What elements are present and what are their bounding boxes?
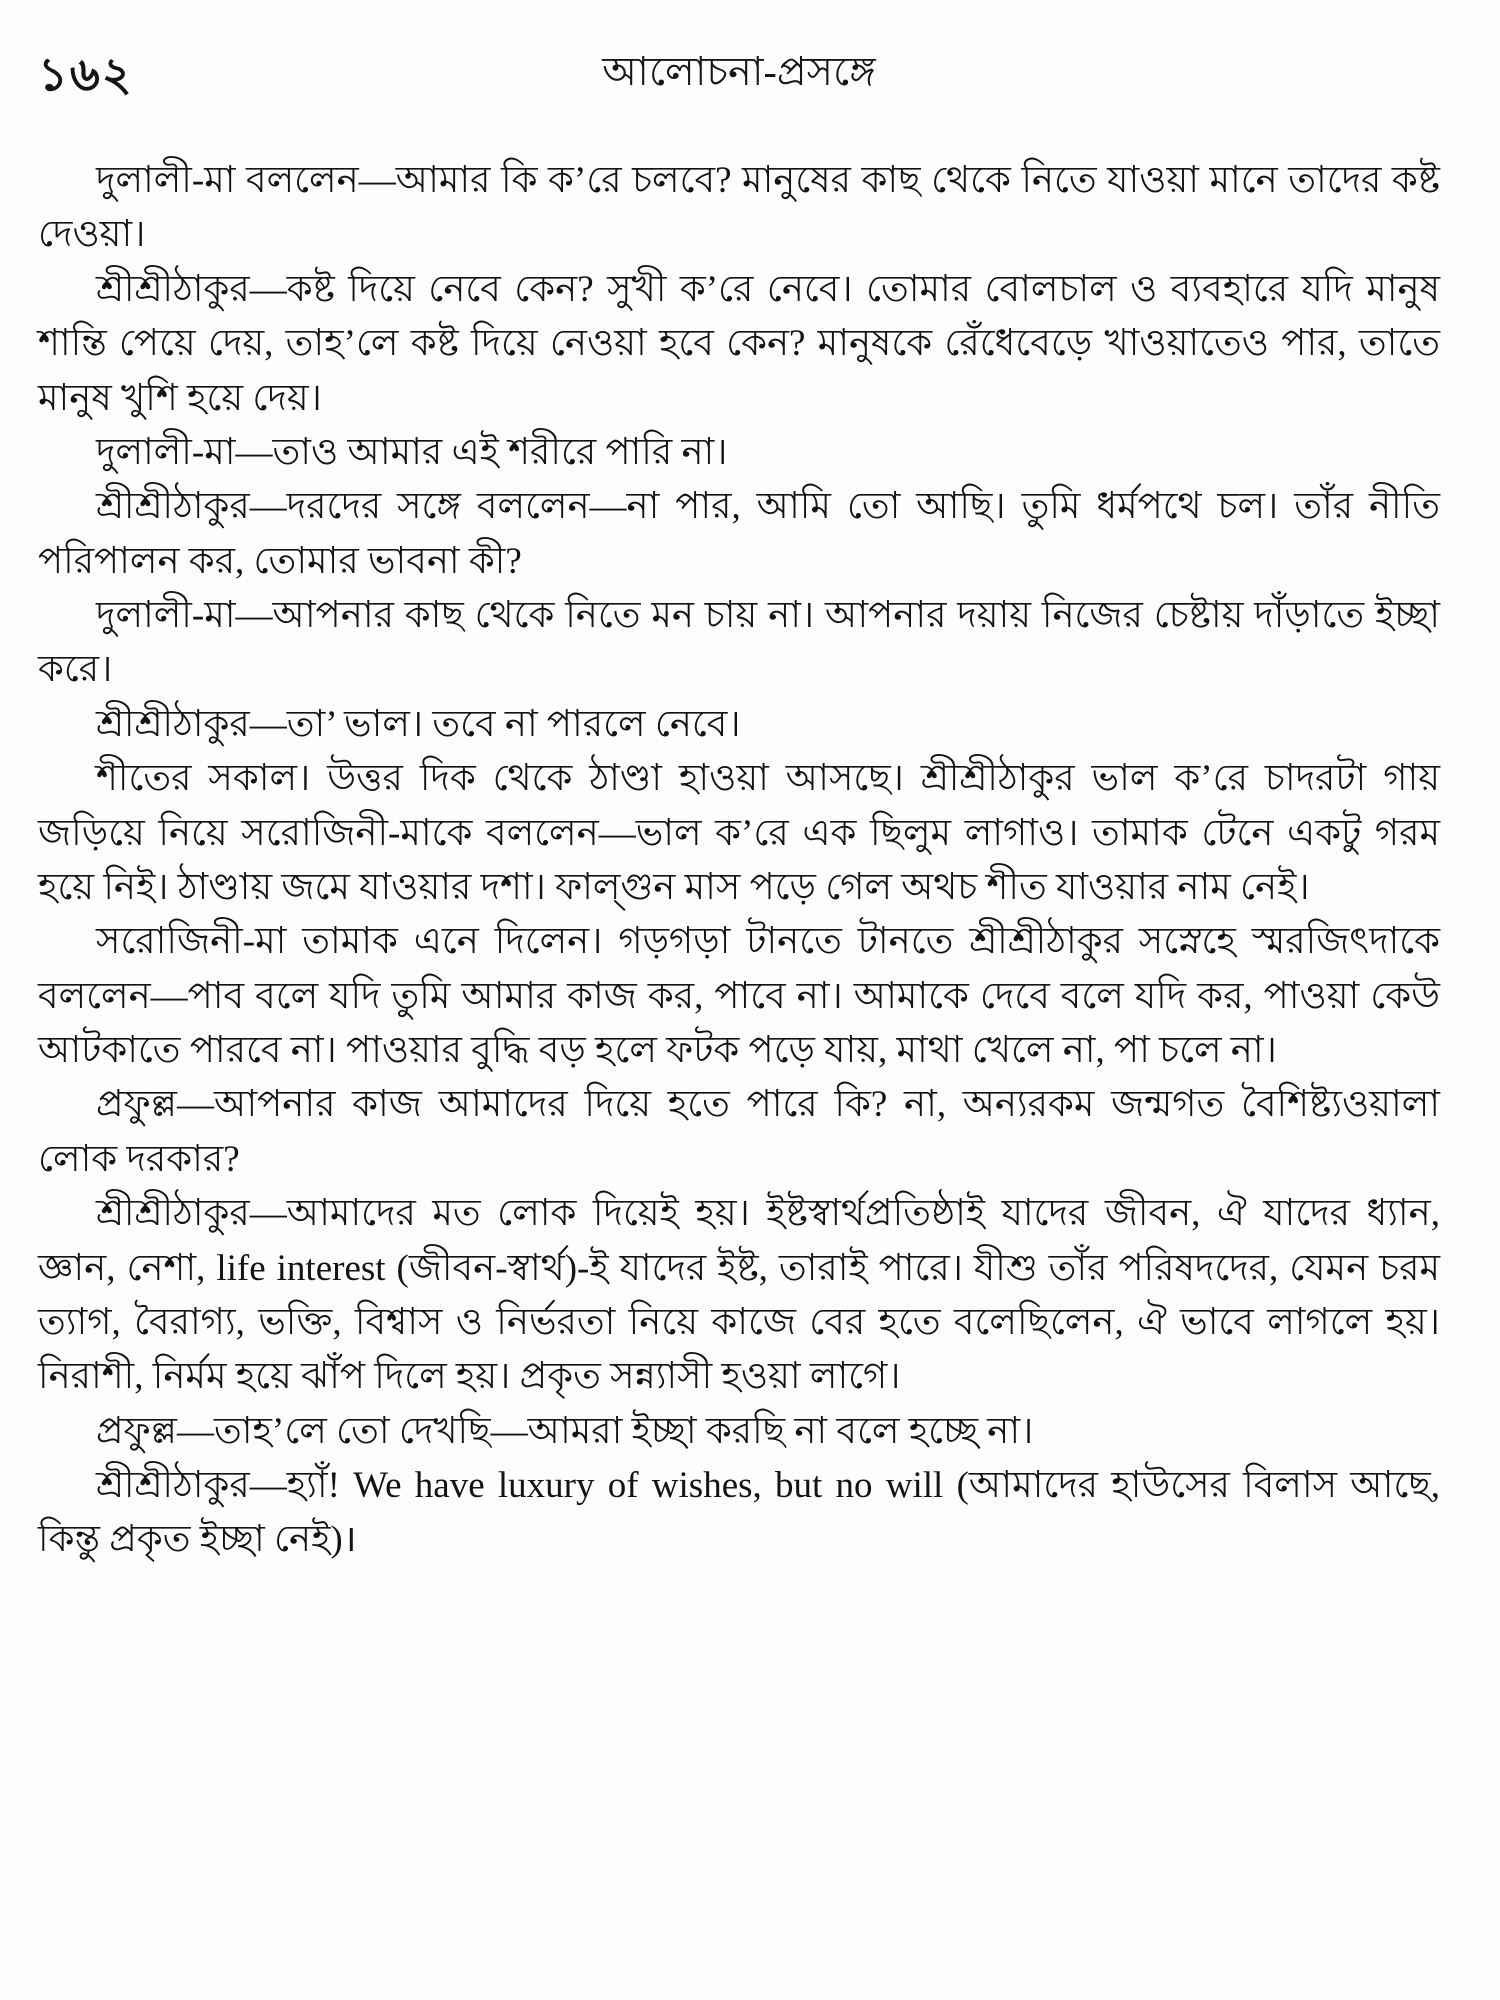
paragraph: শ্রীশ্রীঠাকুর—হ্যাঁ! We have luxury of wishes, but no will (আমাদের হাউসের বিলাস আছে, কিন্তু প্রকৃত ইচ্ছা নেই)। <box>38 1465 1440 1561</box>
paragraph: প্রফুল্ল—আপনার কাজ আমাদের দিয়ে হতে পারে কি? না, অন্যরকম জন্মগত বৈশিষ্ট্যওয়ালা লোক দরকার? <box>38 1084 1440 1180</box>
paragraph: শীতের সকাল। উত্তর দিক থেকে ঠাণ্ডা হাওয়া আসছে। শ্রীশ্রীঠাকুর ভাল ক’রে চাদরটা গায় জড়িয়ে নিয়ে সরোজিনী-মাকে বললেন—ভাল ক’রে এক ছিলুম লাগাও। তামাক টেনে একটু গরম হয়ে নিই। ঠাণ্ডায় জমে যাওয়ার দশা। ফাল্গুন মাস পড়ে গেল অথচ শীত যাওয়ার নাম নেই। <box>38 758 1440 908</box>
paragraph: দুলালী-মা—আপনার কাছ থেকে নিতে মন চায় না। আপনার দয়ায় নিজের চেষ্টায় দাঁড়াতে ইচ্ছা করে। <box>38 595 1440 691</box>
paragraph: প্রফুল্ল—তাহ’লে তো দেখছি—আমরা ইচ্ছা করছি না বলে হচ্ছে না। <box>96 1410 1034 1452</box>
page-number: ১৬২ <box>38 49 134 100</box>
paragraph: শ্রীশ্রীঠাকুর—তা’ ভাল। তবে না পারলে নেবে। <box>96 703 741 745</box>
paragraph: দুলালী-মা—তাও আমার এই শরীরে পারি না। <box>96 431 728 473</box>
paragraph: শ্রীশ্রীঠাকুর—আমাদের মত লোক দিয়েই হয়। ইষ্টস্বার্থপ্রতিষ্ঠাই যাদের জীবন, ঐ যাদের ধ্যান, জ্ঞান, নেশা, life interest (জীবন-স্বার্থ)-ই যাদের ইষ্ট, তারাই পারে। যীশু তাঁর পরিষদদের, যেমন চরম ত্যাগ, বৈরাগ্য, ভক্তি, বিশ্বাস ও নির্ভরতা নিয়ে কাজে বের হতে বলেছিলেন, ঐ ভাবে লাগলে হয়। নিরাশী, নির্মম হয়ে ঝাঁপ দিলে হয়। প্রকৃত সন্ন্যাসী হওয়া লাগে। <box>38 1193 1440 1398</box>
paragraph: শ্রীশ্রীঠাকুর—কষ্ট দিয়ে নেবে কেন? সুখী ক’রে নেবে। তোমার বোলচাল ও ব্যবহারে যদি মানুষ শান্তি পেয়ে দেয়, তাহ’লে কষ্ট দিয়ে নেওয়া হবে কেন? মানুষকে রেঁধেবেড়ে খাওয়াতেও পার, তাতে মানুষ খুশি হয়ে দেয়। <box>38 268 1440 419</box>
paragraph: দুলালী-মা বললেন—আমার কি ক’রে চলবে? মানুষের কাছ থেকে নিতে যাওয়া মানে তাদের কষ্ট দেওয়া। <box>38 160 1440 256</box>
paragraph: সরোজিনী-মা তামাক এনে দিলেন। গড়গড়া টানতে টানতে শ্রীশ্রীঠাকুর সস্নেহে স্মরজিৎদাকে বললেন—পাব বলে যদি তুমি আমার কাজ কর, পাবে না। আমাকে দেবে বলে যদি কর, পাওয়া কেউ আটকাতে পারবে না। পাওয়ার বুদ্ধি বড় হলে ফটক পড়ে যায়, মাথা খেলে না, পা চলে না। <box>38 921 1440 1071</box>
page-header <box>38 40 1440 116</box>
running-header: আলোচনা-প্রসঙ্গে <box>602 49 876 94</box>
paragraph: শ্রীশ্রীঠাকুর—দরদের সঙ্গে বললেন—না পার, আমি তো আছি। তুমি ধর্মপথে চল। তাঁর নীতি পরিপালন কর, তোমার ভাবনা কী? <box>38 486 1440 582</box>
page-body <box>38 154 1440 1568</box>
